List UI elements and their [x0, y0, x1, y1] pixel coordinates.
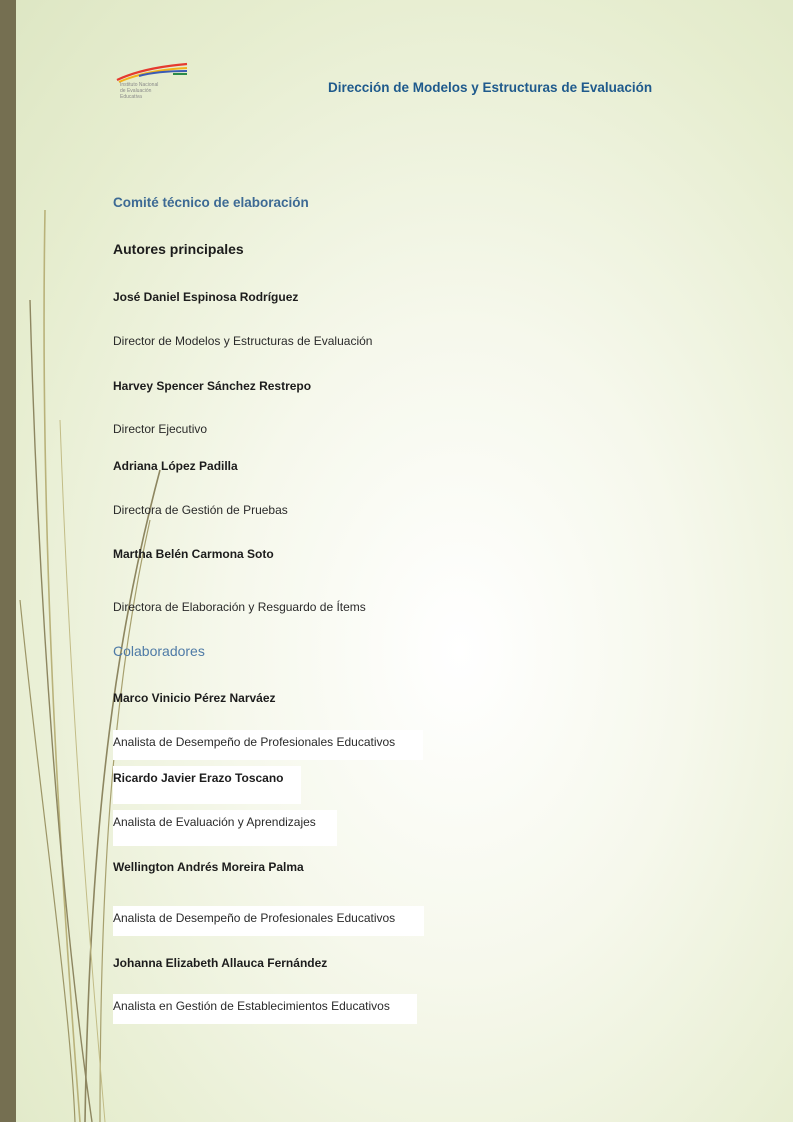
author-name: Martha Belén Carmona Soto	[113, 547, 274, 561]
collaborator-role: Analista de Evaluación y Aprendizajes	[113, 815, 316, 829]
collaborator-role: Analista de Desempeño de Profesionales Educativos	[113, 911, 396, 925]
collaborator-role: Analista de Desempeño de Profesionales Educativos	[113, 735, 396, 749]
author-role: Director de Modelos y Estructuras de Evaluación	[113, 334, 373, 348]
collaborators-heading: Colaboradores	[113, 643, 205, 659]
institution-logo	[113, 62, 191, 100]
author-name: José Daniel Espinosa Rodríguez	[113, 290, 299, 304]
committee-heading: Comité técnico de elaboración	[113, 195, 309, 210]
author-name: Adriana López Padilla	[113, 459, 238, 473]
header-title: Dirección de Modelos y Estructuras de Evaluación	[328, 80, 653, 95]
collaborator-name: Johanna Elizabeth Allauca Fernández	[113, 956, 328, 970]
collaborator-name: Marco Vinicio Pérez Narváez	[113, 691, 276, 705]
collaborator-name: Wellington Andrés Moreira Palma	[113, 860, 304, 874]
logo-swoosh-icon	[113, 62, 191, 84]
collaborator-role: Analista en Gestión de Establecimientos Educativos	[113, 999, 390, 1013]
logo-text-line-2: de Evaluación	[120, 88, 152, 94]
author-role: Directora de Gestión de Pruebas	[113, 503, 288, 517]
logo-text-line-3: Educativa	[120, 94, 142, 100]
collaborator-name: Ricardo Javier Erazo Toscano	[113, 771, 284, 785]
author-role: Directora de Elaboración y Resguardo de Ítems	[113, 600, 366, 614]
author-role: Director Ejecutivo	[113, 422, 208, 436]
logo-text-line-1: Instituto Nacional	[120, 82, 159, 88]
authors-heading: Autores principales	[113, 241, 244, 257]
author-name: Harvey Spencer Sánchez Restrepo	[113, 379, 312, 393]
